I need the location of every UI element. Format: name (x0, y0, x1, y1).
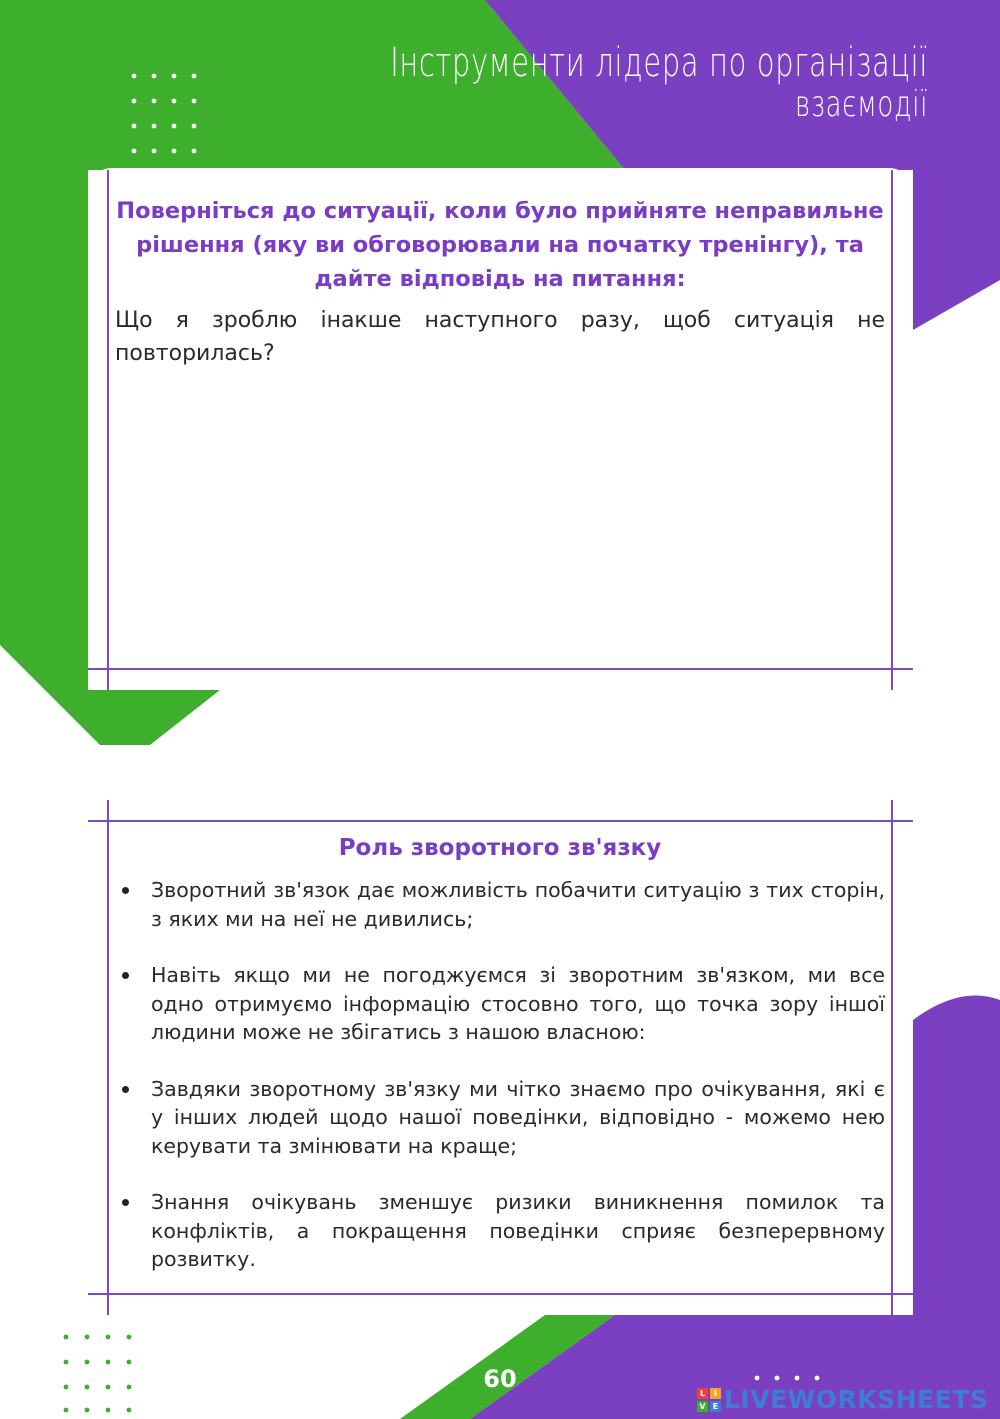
bullet-icon (122, 1086, 129, 1093)
logo-letter-l: L (697, 1388, 708, 1399)
card2-left-rule (107, 800, 109, 1315)
logo-letter-e: E (710, 1401, 721, 1412)
header-title-line1: Інструменти лідера по організації (390, 40, 928, 86)
card1-right-rule (891, 170, 893, 690)
dots-bottom-left (64, 1335, 132, 1413)
list-item (115, 1075, 885, 1161)
bullet-text: Зворотний зв'язок дає можливість побачити ситуацію з тих сторін, з яких ми на неї не дивились; (151, 878, 885, 931)
list-item (115, 961, 885, 1047)
card1-bottom-rule (88, 668, 913, 670)
bullet-icon (122, 1199, 129, 1206)
feedback-card-title: Роль зворотного зв'язку (338, 835, 662, 861)
card2-top-rule (88, 820, 913, 822)
purple-shape-right (913, 996, 1000, 1419)
question-text: Що я зроблю інакше наступного разу, щоб ситуація не повторилась? (115, 308, 885, 366)
feedback-bullet-list (115, 876, 885, 1302)
bullet-text: Знання очікувань зменшує ризики виникнення помилок та конфліктів, а покращення поведінки сприяє безперервному розвитку. (151, 1190, 885, 1271)
card1-left-rule (107, 170, 109, 690)
logo-letter-v: V (697, 1401, 708, 1412)
bullet-icon (122, 887, 129, 894)
watermark-text: LIVEWORKSHEETS (724, 1385, 989, 1414)
liveworksheets-watermark[interactable] (697, 1385, 988, 1414)
page-number: 60 (483, 1365, 517, 1393)
header-title-line2: взаємодії (794, 84, 928, 125)
card2-right-rule (891, 800, 893, 1315)
liveworksheets-logo-icon (697, 1388, 721, 1412)
list-item (115, 876, 885, 933)
bullet-icon (122, 972, 129, 979)
header-title (390, 40, 928, 124)
question-card-title: Поверніться до ситуації, коли було прийняте неправильне рішення (яку ви обговорювали на початку тренінгу), та дайте відповідь на питання: (116, 198, 884, 292)
list-item (115, 1188, 885, 1274)
bullet-text: Навіть якщо ми не погоджуємся зі зворотним зв'язком, ми все одно отримуємо інформацію стосовно того, що точка зору іншої людини може не збігатись з нашою власною: (151, 963, 885, 1044)
bullet-text: Завдяки зворотному зв'язку ми чітко знаємо про очікування, які є у інших людей щодо нашої поведінки, відповідно - можемо нею керувати та змінювати на краще; (151, 1076, 885, 1158)
logo-letter-i: I (710, 1388, 721, 1399)
